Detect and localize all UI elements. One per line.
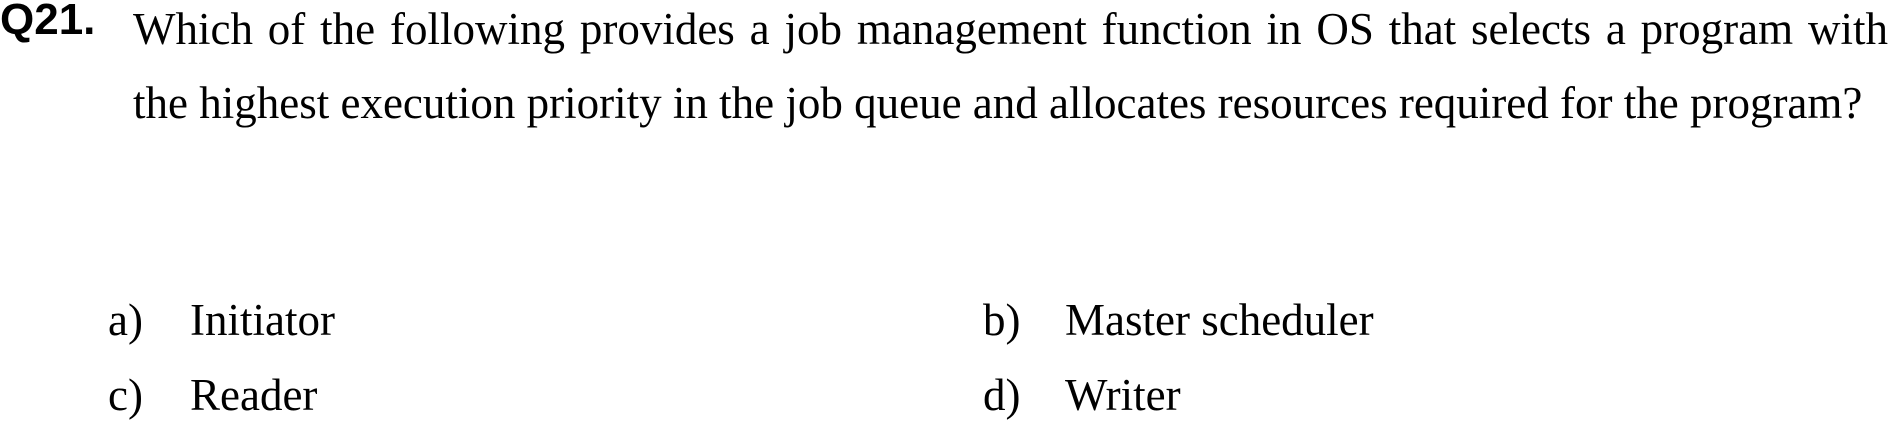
option-text: Master scheduler xyxy=(1065,295,1374,345)
question-number: Q21. xyxy=(0,0,96,44)
option-letter: c) xyxy=(108,370,143,420)
option-text: Writer xyxy=(1065,370,1181,420)
option-letter: a) xyxy=(108,295,143,345)
question-text: Which of the following provides a job management function in OS that selects a program with the highest execution priority in the job queue and allocates resources required for the program? xyxy=(133,4,1888,128)
option-text: Initiator xyxy=(190,295,335,345)
option-letter: d) xyxy=(983,370,1021,420)
option-letter: b) xyxy=(983,295,1021,345)
option-text: Reader xyxy=(190,370,318,420)
